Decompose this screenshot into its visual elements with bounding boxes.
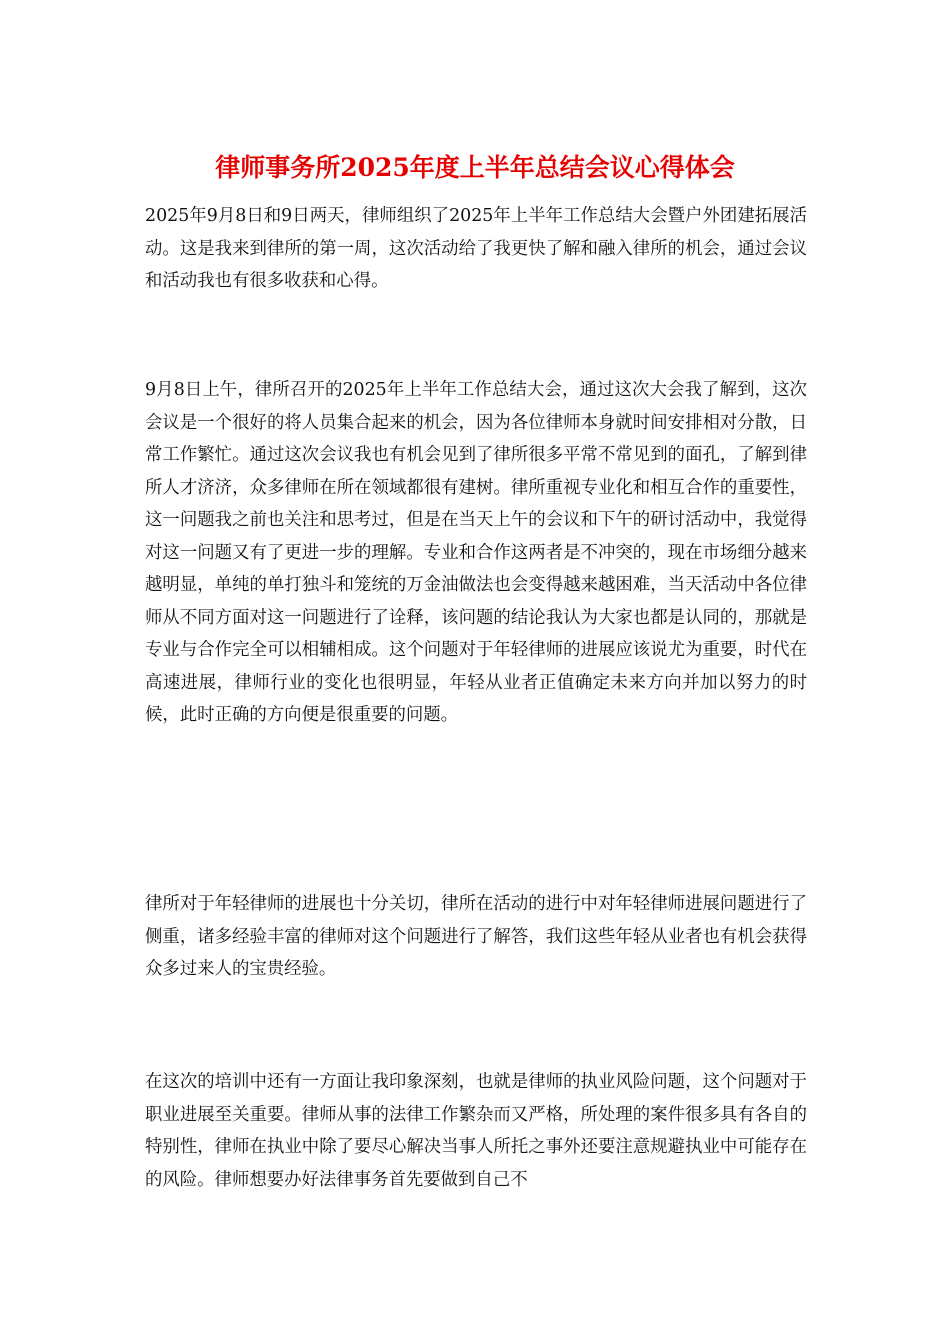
document-title: 律师事务所2025年度上半年总结会议心得体会 xyxy=(215,153,735,182)
paragraph-practice-risk: 在这次的培训中还有一方面让我印象深刻，也就是律师的执业风险问题，这个问题对于职业进展至关重要。律师从事的法律工作繁杂而又严格，所处理的案件很多具有各自的特别性，律师在执业中除了要尽心解决当事人所托之事外还要注意规避执业中可能存在的风险。律师想要办好法律事务首先要做到自己不 xyxy=(145,1072,807,1190)
paragraph-meeting: 9月8日上午，律所召开的2025年上半年工作总结大会，通过这次大会我了解到，这次会议是一个很好的将人员集合起来的机会，因为各位律师本身就时间安排相对分散，日常工作繁忙。通过这次会议我也有机会见到了律所很多平常不常见到的面孔，了解到律所人才济济，众多律师在所在领域都很有建树。律所重视专业化和相互合作的重要性，这一问题我之前也关注和思考过，但是在当天上午的会议和下午的研讨活动中，我觉得对这一问题又有了更进一步的理解。专业和合作这两者是不冲突的，现在市场细分越来越明显，单纯的单打独斗和笼统的万金油做法也会变得越来越困难，当天活动中各位律师从不同方面对这一问题进行了诠释，该问题的结论我认为大家也都是认同的，那就是专业与合作完全可以相辅相成。这个问题对于年轻律师的进展应该说尤为重要，时代在高速进展，律师行业的变化也很明显，年轻从业者正值确定未来方向并加以努力的时候，此时正确的方向便是很重要的问题。 xyxy=(145,380,807,725)
paragraph-young-lawyers: 律所对于年轻律师的进展也十分关切，律所在活动的进行中对年轻律师进展问题进行了侧重，诸多经验丰富的律师对这个问题进行了解答，我们这些年轻从业者也有机会获得众多过来人的宝贵经验。 xyxy=(145,894,807,979)
paragraph-intro: 2025年9月8日和9日两天，律师组织了2025年上半年工作总结大会暨户外团建拓展活动。这是我来到律所的第一周，这次活动给了我更快了解和融入律所的机会，通过会议和活动我也有很多收获和心得。 xyxy=(145,206,807,291)
